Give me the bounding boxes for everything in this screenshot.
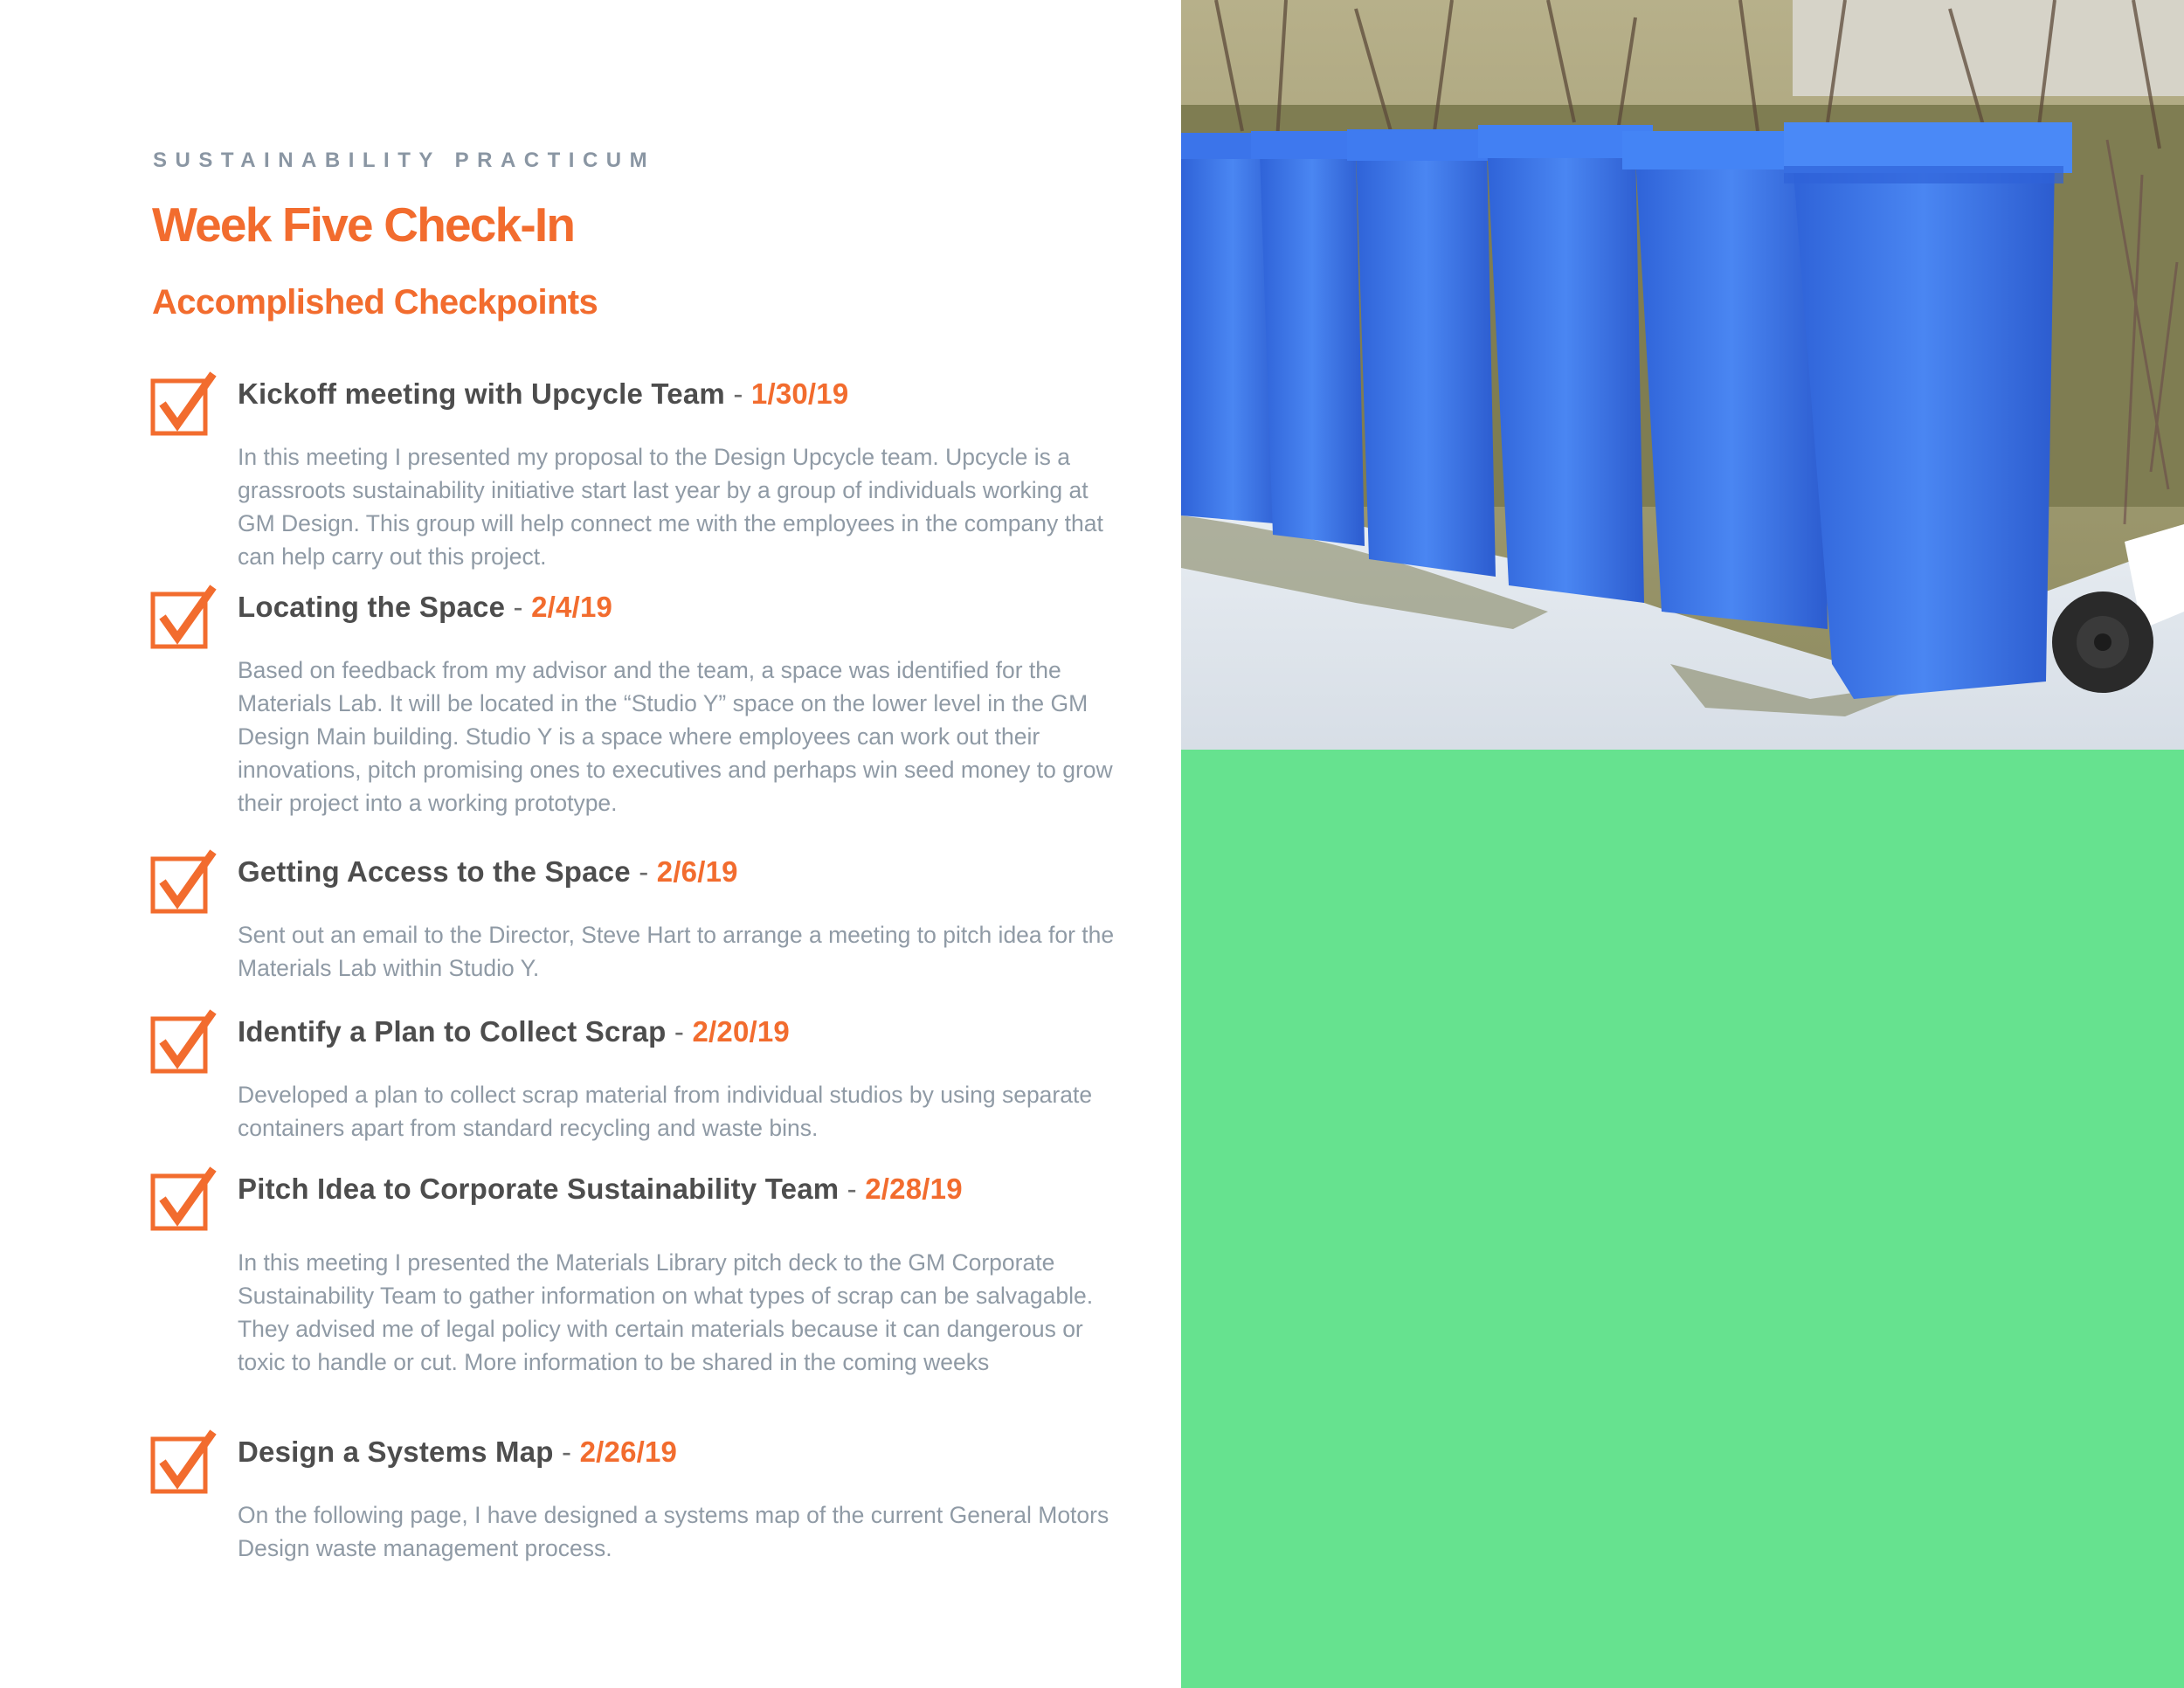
- checkpoint-heading: [238, 1015, 790, 1048]
- checkpoint-title: Design a Systems Map: [238, 1435, 554, 1468]
- checkpoint-separator: -: [733, 377, 743, 410]
- checkpoint-description: In this meeting I presented my proposal to the Design Upcycle team. Upcycle is a grassroots sustainability initiative start last year by a group of individuals working at GM Design. This group will help connect me with the employees in the company that can help carry out this project.: [238, 444, 1103, 570]
- checkpoint-separator: -: [847, 1173, 857, 1205]
- checked-box-icon: [150, 847, 217, 915]
- checkpoint-description: Sent out an email to the Director, Steve Hart to arrange a meeting to pitch idea for the Materials Lab within Studio Y.: [238, 922, 1115, 981]
- checkpoint-description: In this meeting I presented the Materials Library pitch deck to the GM Corporate Sustainability Team to gather information on what types of scrap can be salvagable. They advised me of legal policy with certain materials because it can dangerous or toxic to handle or cut. More information to be shared in the coming weeks: [238, 1249, 1094, 1375]
- checked-box-icon: [150, 369, 217, 437]
- checked-box-icon: [150, 1164, 217, 1232]
- section-title: Accomplished Checkpoints: [152, 283, 598, 322]
- checkpoint-separator: -: [639, 855, 649, 888]
- checked-box-icon: [150, 1427, 217, 1495]
- checkpoint-separator: -: [562, 1435, 572, 1468]
- checkpoint-date: 2/26/19: [579, 1435, 678, 1468]
- checkpoint-heading: [238, 1173, 963, 1206]
- checkpoint-description: Developed a plan to collect scrap material from individual studios by using separate containers apart from standard recycling and waste bins.: [238, 1082, 1093, 1141]
- checkpoint-date: 2/6/19: [656, 855, 738, 888]
- checkpoint-title: Kickoff meeting with Upcycle Team: [238, 377, 725, 410]
- eyebrow-label: SUSTAINABILITY PRACTICUM: [153, 149, 656, 172]
- recycling-bins-photo: [1181, 0, 2184, 750]
- checkpoint-heading: [238, 591, 612, 624]
- checkpoint-title: Getting Access to the Space: [238, 855, 631, 888]
- blue-recycling-bins-photo: [1181, 0, 2184, 750]
- checkpoint-separator: -: [513, 591, 523, 623]
- checkpoint-date: 2/4/19: [531, 591, 613, 623]
- checkpoint-separator: -: [674, 1015, 685, 1048]
- checkpoint-heading: [238, 1435, 677, 1469]
- checked-box-icon: [150, 1007, 217, 1075]
- checkpoint-date: 1/30/19: [750, 377, 849, 410]
- checkpoint-title: Locating the Space: [238, 591, 506, 623]
- checkpoint-title: Pitch Idea to Corporate Sustainability Team: [238, 1173, 840, 1205]
- checkpoint-title: Identify a Plan to Collect Scrap: [238, 1015, 667, 1048]
- checkpoint-description: On the following page, I have designed a systems map of the current General Motors Design waste management process.: [238, 1502, 1109, 1561]
- checkpoint-date: 2/28/19: [865, 1173, 963, 1205]
- page-title: Week Five Check-In: [152, 197, 575, 252]
- checked-box-icon: [150, 582, 217, 650]
- green-panel: [1181, 750, 2184, 1688]
- checkpoint-description: Based on feedback from my advisor and the team, a space was identified for the Materials Lab. It will be located in the “Studio Y” space on the lower level in the GM Design Main building. Studio Y is a space where employees can work out their innovations, pitch promising ones to executives and perhaps win seed money to grow their project into a working prototype.: [238, 657, 1113, 816]
- checkpoint-heading: [238, 855, 738, 889]
- checkpoint-heading: [238, 377, 848, 411]
- checkpoint-date: 2/20/19: [692, 1015, 790, 1048]
